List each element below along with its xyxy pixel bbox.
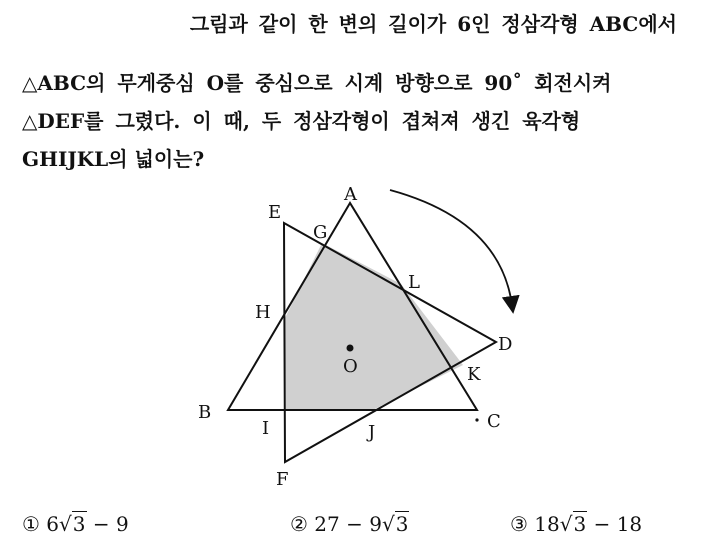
choice-1-radicand: 3 — [72, 512, 86, 536]
label-k: K — [467, 364, 481, 385]
choice-3-post: − 18 — [593, 512, 643, 536]
label-f: F — [276, 469, 289, 490]
sqrt-sign: √3 — [559, 512, 587, 536]
choice-1-post: − 9 — [92, 512, 129, 536]
label-o: O — [343, 356, 358, 377]
choice-2[interactable] — [290, 512, 409, 536]
sqrt-sign: √3 — [59, 512, 86, 536]
label-d: D — [498, 334, 513, 355]
choice-2-pre: 27 − 9 — [314, 512, 382, 536]
choice-3-pre: 18 — [534, 512, 560, 536]
sqrt-sign: √3 — [381, 512, 409, 536]
label-a: A — [344, 184, 357, 205]
choice-2-radicand: 3 — [395, 512, 409, 536]
label-j: J — [368, 422, 376, 443]
question-line-1: △ABC의 무게중심 O를 중심으로 시계 방향으로 90˚ 회전시켜 — [22, 71, 612, 95]
choice-3-radicand: 3 — [573, 512, 587, 536]
label-b: B — [198, 402, 212, 423]
problem-title: 그림과 같이 한 변의 길이가 6인 정삼각형 ABC에서 — [189, 12, 677, 36]
choice-3[interactable] — [510, 512, 642, 536]
centroid-point — [347, 345, 354, 352]
label-i: I — [262, 418, 270, 439]
choice-1[interactable] — [22, 512, 129, 536]
question-line-3: GHIJKL의 넓이는? — [22, 147, 205, 171]
label-e: E — [268, 202, 282, 223]
choice-1-pre: 6 — [46, 512, 60, 536]
label-c: C — [487, 411, 501, 432]
label-g: G — [313, 222, 328, 243]
choice-2-number: ② — [290, 512, 308, 536]
question-line-2: △DEF를 그렸다. 이 때, 두 정삼각형이 겹쳐져 생긴 육각형 — [22, 109, 581, 133]
vertex-mark-c — [475, 418, 478, 421]
choice-1-number: ① — [22, 512, 40, 536]
choice-3-number: ③ — [510, 512, 528, 536]
label-h: H — [255, 302, 271, 323]
label-l: L — [408, 272, 420, 293]
triangle-figure — [180, 180, 540, 500]
